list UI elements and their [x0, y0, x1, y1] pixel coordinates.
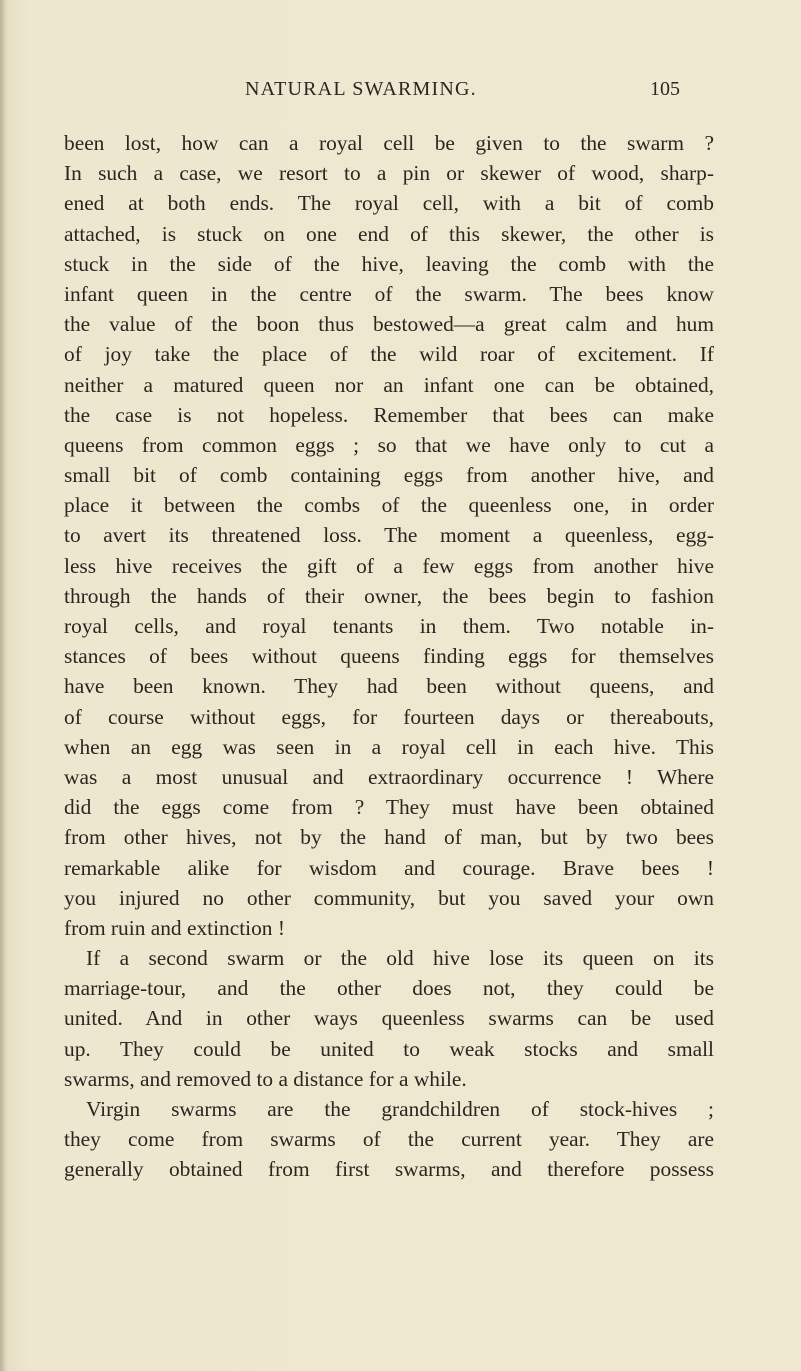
text-line: of joy take the place of the wild roar of excitement. If: [64, 342, 714, 367]
text-line: the value of the boon thus bestowed—a great calm and hum: [64, 312, 714, 337]
text-line: you injured no other community, but you saved your own: [64, 885, 714, 910]
text-line: queens from common eggs ; so that we have only to cut a: [64, 432, 714, 457]
text-line: to avert its threatened loss. The moment a queenless, egg-: [64, 523, 714, 548]
running-head: [0, 78, 801, 108]
text-line: been lost, how can a royal cell be given to the swarm ?: [64, 131, 714, 155]
text-line: attached, is stuck on one end of this skewer, the other is: [64, 221, 714, 246]
text-line: when an egg was seen in a royal cell in each hive. This: [64, 734, 714, 759]
text-line: from ruin and extinction !: [64, 915, 285, 940]
body-text: [64, 128, 714, 1185]
text-line: infant queen in the centre of the swarm. The bees know: [64, 281, 714, 306]
spine-shadow: [0, 0, 6, 1371]
text-line: small bit of comb containing eggs from another hive, and: [64, 463, 714, 488]
text-line: stances of bees without queens finding eggs for themselves: [64, 644, 714, 669]
text-line: united. And in other ways queenless swarms can be used: [64, 1006, 714, 1031]
text-line: have been known. They had been without queens, and: [64, 674, 714, 699]
text-line: was a most unusual and extraordinary occurrence ! Where: [64, 764, 714, 789]
text-line: In such a case, we resort to a pin or skewer of wood, sharp-: [64, 161, 714, 186]
text-line: royal cells, and royal tenants in them. Two notable in-: [64, 614, 714, 638]
text-line: did the eggs come from ? They must have been obtained: [64, 795, 714, 820]
text-line: stuck in the side of the hive, leaving the comb with the: [64, 251, 714, 276]
text-line: neither a matured queen nor an infant one can be obtained,: [64, 372, 714, 397]
running-title: NATURAL SWARMING.: [245, 78, 477, 100]
text-line: they come from swarms of the current year. They are: [64, 1127, 714, 1152]
text-line: marriage-tour, and the other does not, they could be: [64, 976, 714, 1001]
text-line: from other hives, not by the hand of man, but by two bees: [64, 825, 714, 850]
text-line: If a second swarm or the old hive lose its queen on its: [86, 946, 714, 971]
text-line: Virgin swarms are the grandchildren of stock-hives ;: [86, 1097, 714, 1121]
text-line: generally obtained from first swarms, and therefore possess: [64, 1157, 714, 1182]
text-line: swarms, and removed to a distance for a while.: [64, 1066, 467, 1091]
text-line: ened at both ends. The royal cell, with a bit of comb: [64, 191, 714, 216]
text-line: of course without eggs, for fourteen days or thereabouts,: [64, 704, 714, 729]
text-line: through the hands of their owner, the bees begin to fashion: [64, 583, 714, 608]
text-line: remarkable alike for wisdom and courage. Brave bees !: [64, 855, 714, 880]
page-number: 105: [650, 78, 680, 100]
text-line: the case is not hopeless. Remember that bees can make: [64, 402, 714, 427]
text-line: less hive receives the gift of a few eggs from another hive: [64, 553, 714, 578]
text-line: place it between the combs of the queenless one, in order: [64, 493, 714, 518]
text-line: up. They could be united to weak stocks and small: [64, 1036, 714, 1061]
